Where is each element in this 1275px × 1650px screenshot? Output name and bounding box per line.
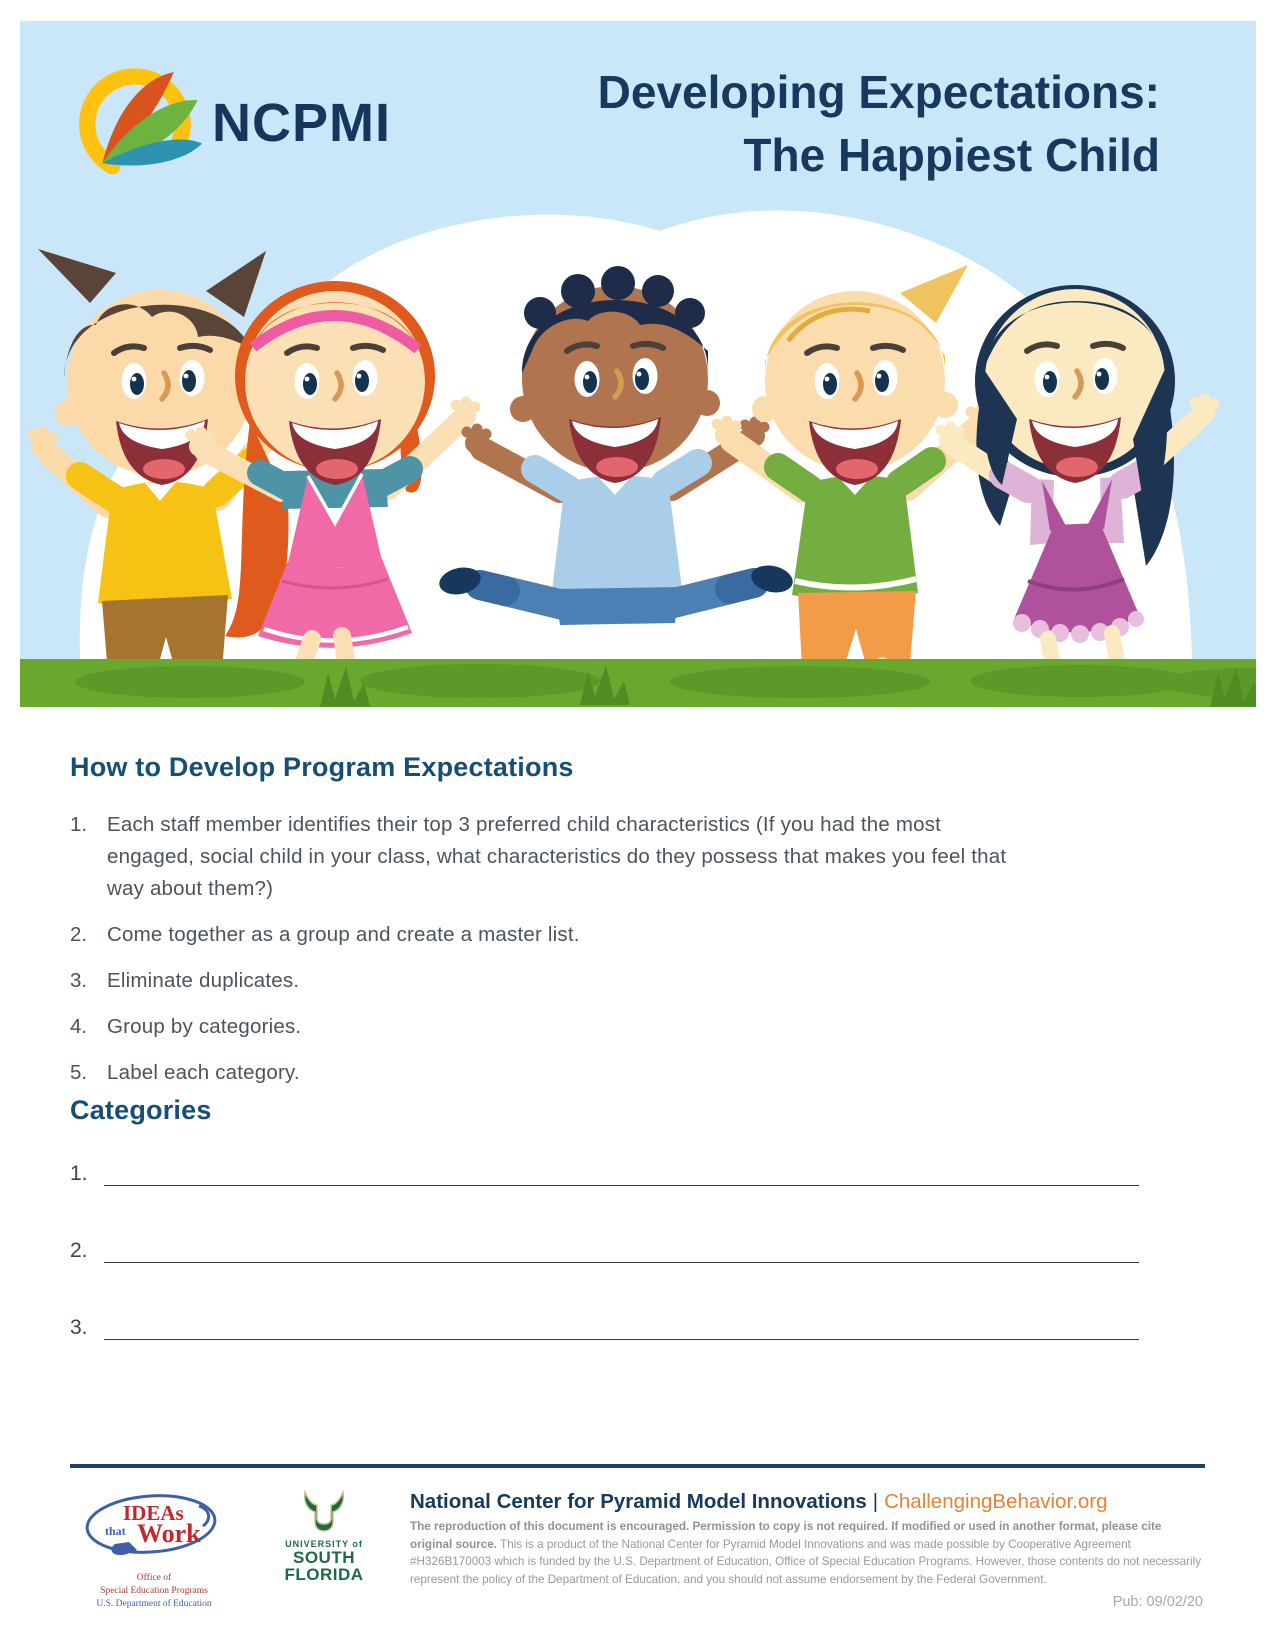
ideas-that-work-logo [70,1490,238,1610]
category-row [70,1158,1205,1186]
fine-print-bold: The reproduction of this document is encouraged. Permission to copy is not required. If modified or used in another format, please cite original source. [410,1520,1162,1551]
how-to-section [70,752,1205,1103]
category-blank-line [104,1157,1139,1186]
list-text: Label each category. [107,1060,300,1084]
fine-print-rest: This is a product of the National Center for Pyramid Model Innovations and was made possible by Cooperative Agreement #H326B170003 which is funded by the U.S. Department of Education, Office of Special Education Programs. However, those contents do not necessarily represent the policy of the Department of Education, and you should not assume endorsement by the Federal Government. [410,1537,1202,1586]
list-item [70,1011,1205,1043]
publication-date: Pub: 09/02/20 [1112,1594,1203,1611]
footer-website-link[interactable]: ChallengingBehavior.org [884,1490,1108,1513]
header-banner [20,21,1256,707]
categories-section [70,1095,1205,1389]
ideas-sub-line3: U.S. Department of Education [96,1598,212,1609]
ncpmi-swirl-icon [72,59,202,187]
usf-logo [272,1490,376,1610]
usf-florida-text: FLORIDA [284,1565,364,1585]
list-text: Come together as a group and create a master list. [107,922,580,946]
footer-fine-print [410,1518,1205,1588]
list-text: Each staff member identifies their top 3 preferred child characteristics (If you had the most engaged, social child in your class, what characteristics do they possess that makes you feel that way about them?) [107,813,1007,900]
category-blank-line [104,1234,1139,1263]
footer-org-name: National Center for Pyramid Model Innovations [410,1490,867,1513]
page-title [598,61,1160,187]
categories-heading: Categories [70,1095,212,1125]
svg-text:that: that [105,1524,126,1538]
list-item [70,809,1205,905]
category-number: 3. [70,1316,88,1339]
list-number: 4. [70,1014,88,1038]
list-text: Group by categories. [107,1014,302,1038]
list-number: 1. [70,813,88,836]
title-line-2: The Happiest Child [743,129,1160,182]
footer-separator: | [872,1490,879,1513]
list-item [70,965,1205,997]
list-item [70,1057,1205,1089]
svg-text:Work: Work [137,1519,201,1548]
usf-south-text: SOUTH [293,1548,355,1567]
footer-heading [410,1490,1205,1514]
ncpmi-logo [72,59,391,187]
footer-divider [70,1464,1205,1468]
category-number: 2. [70,1239,88,1262]
usf-university-text: UNIVERSITY of [285,1539,363,1549]
ideas-sub-line1: Office of [136,1573,172,1583]
list-text: Eliminate duplicates. [107,968,300,992]
ideas-that-work-icon [79,1490,229,1564]
category-blank-line [104,1311,1139,1340]
how-to-heading: How to Develop Program Expectations [70,752,574,782]
usf-bull-icon [301,1490,347,1532]
category-number: 1. [70,1162,88,1185]
list-number: 2. [70,922,88,946]
category-row [70,1235,1205,1263]
category-row [70,1312,1205,1340]
title-line-1: Developing Expectations: [597,66,1160,118]
ideas-sub-line2: Special Education Programs [100,1585,208,1596]
footer [70,1464,1205,1610]
list-number: 5. [70,1060,88,1084]
list-number: 3. [70,968,88,992]
ncpmi-logo-text: NCPMI [212,93,391,153]
svg-text:IDEAs: IDEAs [123,1501,184,1525]
list-item [70,919,1205,951]
